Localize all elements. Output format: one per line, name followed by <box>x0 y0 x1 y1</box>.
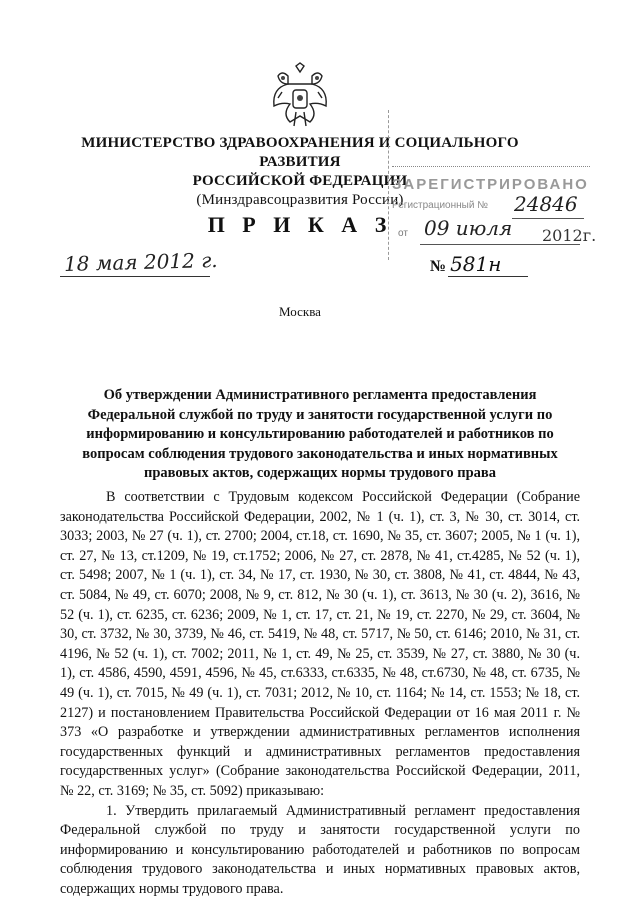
stamp-registered-text: ЗАРЕГИСТРИРОВАНО <box>392 176 589 193</box>
registration-stamp <box>392 162 597 248</box>
stamp-reg-number-label: Регистрационный № <box>392 200 488 211</box>
document-body <box>60 488 580 899</box>
order-date: 18 мая 2012 г. <box>63 247 218 277</box>
document-type: П Р И К А З <box>207 212 393 237</box>
preamble-paragraph: В соответствии с Трудовым кодексом Российской Федерации (Собрание законодательства Российской Федерации, 2002, № 1 (ч. 1), ст. 3, № 30, ст. 3014, ст. 3033; 2003, № 27 (ч. 1), ст. 2700; 2004, ст.18, ст. 1690, № 35, ст. 3607; 2005, № 1 (ч. 1), ст. 27, № 13, ст.1209, № 19, ст.1752; 2006, № 27, ст. 2878, № 41, ст.4285, № 52 (ч. 1), ст. 5498; 2007, № 1 (ч. 1), ст. 34, № 17, ст. 1930, № 30, ст. 3808, № 41, ст. 4844, № 43, ст. 5084, № 49, ст. 6070; 2008, № 9, ст. 812, № 30 (ч. 1), ст. 3613, № 30 (ч. 2), 3616, № 52 (ч. 1), ст. 6235, ст. 6236; 2009, № 1, ст. 17, ст. 21, № 19, ст. 2270, № 29, ст. 3604, № 30, ст. 3732, № 30, 3739, № 46, ст. 5419, № 48, ст. 5717, № 50, ст. 6146; 2010, № 31, ст. 4196, № 52 (ч. 1), ст. 7002; 2011, № 1, ст. 49, № 25, ст. 3539, № 27, ст. 3880, № 30 (ч. 1), ст. 4586, 4590, 4591, 4596, № 45, ст.6333, ст.6335, № 48, ст.6730, № 48, ст. 6735, № 49 (ч. 1), ст. 7015, № 49 (ч. 1), ст. 7031; 2012, № 10, ст. 1164; № 14, ст. 1553; № 18, ст. 2127) и постановлением Правительства Российской Федерации от 16 мая 2011 г. № 373 «О разработке и утверждении административных регламентов исполнения государственных функций и административных регламентов предоставления государственных услуг» (Собрание законодательства Российской Федерации, 2011, № 22, ст. 3169; № 35, ст. 5092) приказываю: <box>60 489 580 799</box>
stamp-reg-year: 2012г. <box>542 226 597 245</box>
order-city: Москва <box>279 304 321 319</box>
order-number-underline <box>448 276 528 277</box>
stamp-reg-number: 24846 <box>514 192 578 216</box>
order-number-label: № <box>430 258 447 275</box>
stamp-date-underline <box>420 244 580 245</box>
ministry-name-line1: МИНИСТЕРСТВО ЗДРАВООХРАНЕНИЯ И СОЦИАЛЬНОГО РАЗВИТИЯ <box>81 135 519 170</box>
stamp-number-underline <box>512 218 584 219</box>
order-date-underline <box>60 276 210 277</box>
stamp-top-line <box>392 166 590 173</box>
ministry-name-line2: РОССИЙСКОЙ ФЕДЕРАЦИИ <box>192 173 408 189</box>
document-title: Об утверждении Административного регламента предоставления Федеральной службой по труду и занятости государственной услуги по информированию и консультированию работодателей и работников по вопросам соблюдения трудового законодательства и иных нормативных правовых актов, содержащих нормы трудового права <box>82 387 558 481</box>
order-number-value: 581н <box>450 252 502 276</box>
ministry-short-name: (Минздравсоцразвития России) <box>196 192 404 208</box>
stamp-border-line <box>388 110 389 260</box>
stamp-reg-date: 09 июля <box>424 216 513 240</box>
stamp-date-from-label: от <box>398 228 408 239</box>
order-item-1: 1. Утвердить прилагаемый Административный регламент предоставления Федеральной службой по труду и занятости государственной услуги по информированию и консультированию работодателей и работников по вопросам соблюдения трудового законодательства и иных нормативных правовых актов, содержащих нормы трудового права. <box>60 802 580 897</box>
order-number <box>430 252 501 276</box>
coat-of-arms-icon <box>268 62 332 132</box>
